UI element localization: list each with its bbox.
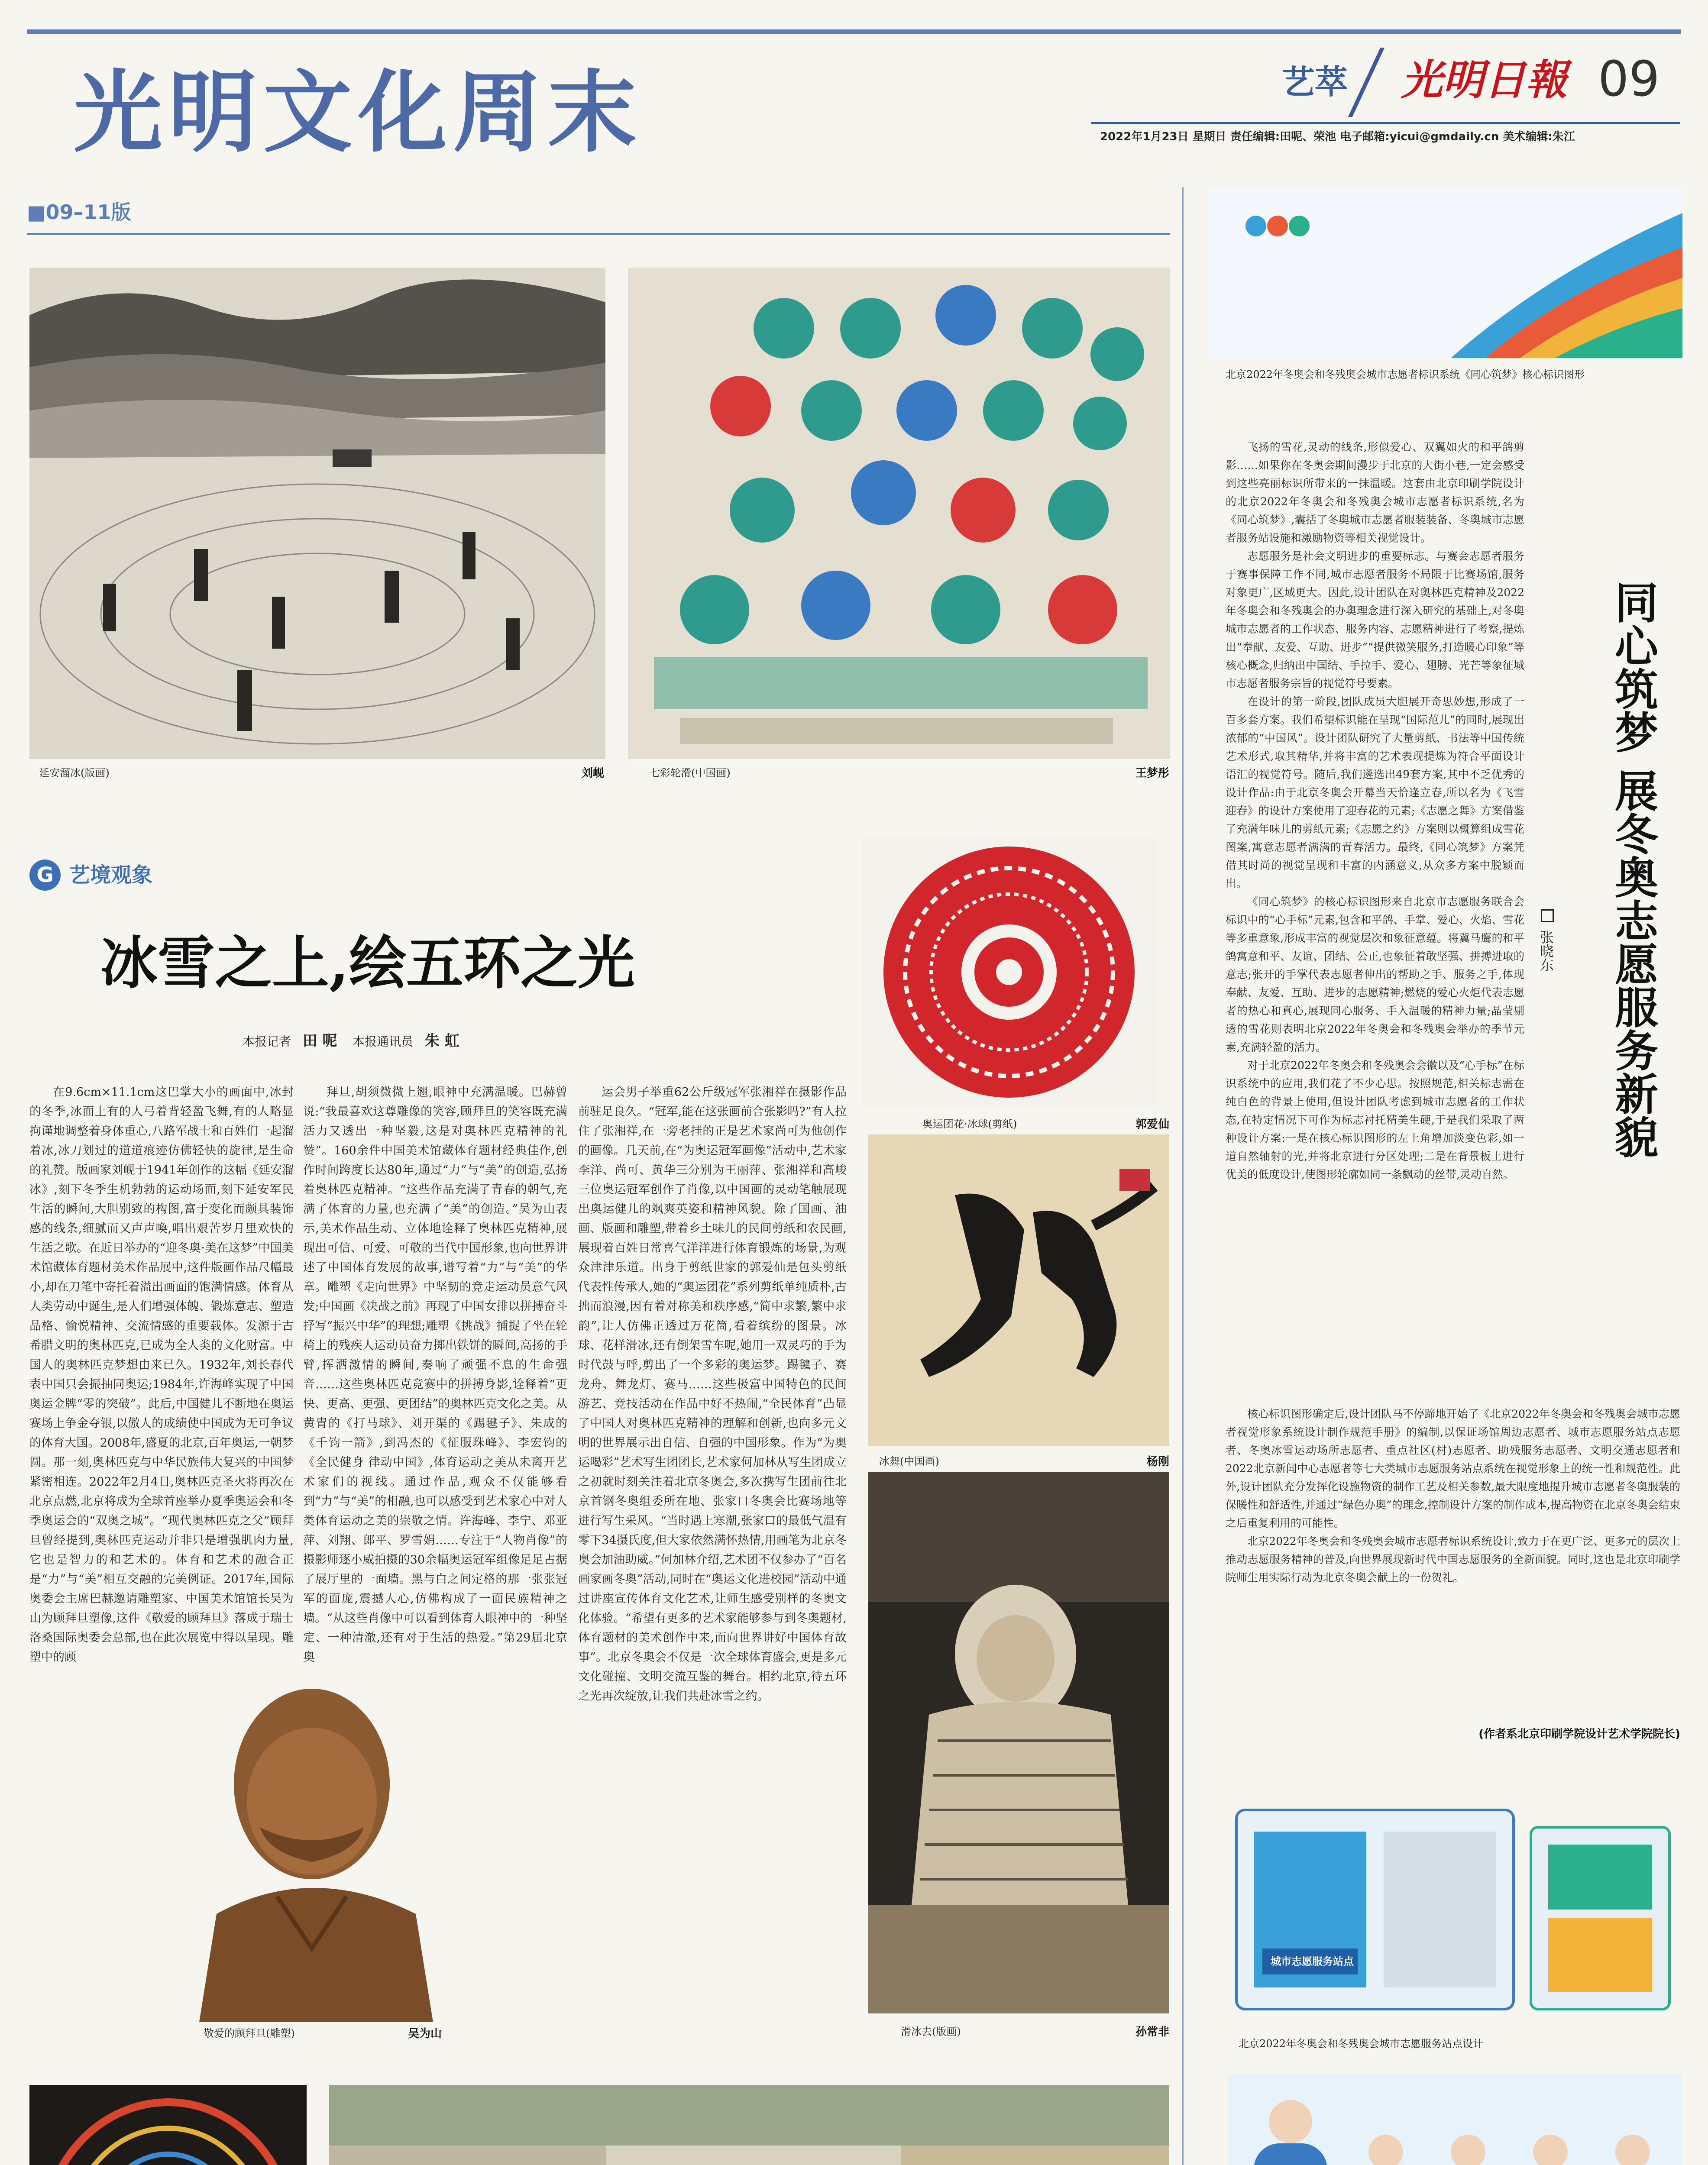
article-column-3 [578,1082,847,2035]
woodcut-skating-artwork [29,268,605,759]
side-caption-2: 北京2022年冬奥会和冬残奥会城市志愿服务站点设计 [1239,2038,1484,2050]
newspaper-logo: 光明日報 [1401,55,1567,104]
edition-label: ■09–11版 [27,200,131,224]
side-article-title: 同心筑梦 展冬奥志愿服务新貌 [1608,580,1659,1158]
byline [243,1032,459,1050]
caption-artist-3: 郭爱仙 [1135,1118,1169,1131]
page-number: 09 [1598,51,1660,107]
side-author-note: (作者系北京印刷学院设计艺术学院院长) [1478,1728,1680,1741]
side-paragraph-5: 对于北京2022年冬奥会和冬残奥会会徽以及“心手标”在标识系统中的应用,我们花了不少心思。按照规范,相关标志需在纯白色的背景上使用,但设计团队考虑到城市志愿者的工作状态,在特定情况下可作为标志衬托精美生硬,于是我们采取了两种设计方案:一是在核心标识图形的左上角增加淡变色彩,如一道自然轴射的光,并将北京进行分区处理;二是在背景板上进行优美的低度设计,使图形轮廓如同一条飘动的丝带,灵动自然。 [1226,1059,1524,1181]
masthead-top-rule [27,29,1681,34]
side-author-mark [1541,909,1554,922]
service-station-render [1228,1784,1682,2026]
folk-painting-scene [29,2085,307,2165]
masthead-rule [1091,122,1680,124]
masthead-slash [1348,48,1385,117]
papercut-artwork [862,838,1156,1106]
article-text-col1: 在9.6cm×11.1cm这巴掌大小的画面中,冰封的冬季,冰面上有的人弓着背轻盈飞舞,有的人略显拘谨地调整着身体重心,八路军战士和百姓们一起溜着冰,冰刀划过的道道痕迹仿佛轻快的旋律,是生命的礼赞。版画家刘岘于1941年创作的这幅《延安溜冰》,刻下冬季生机勃勃的运动场面,刻下延安军民生活的瞬间,大胆别致的构图,富于变化而颇具装饰感的线条,细腻而又声声喚,唱出艰苦岁月里欢快的生活之歌。在近日举办的“迎冬奥·美在这梦”中国美术馆藏体育题材美术作品展中,这件版画作品尺幅最小,却在刀笔中寄托着溢出画面的饱满情感。体育从人类劳动中诞生,是人们增强体魄、锻炼意志、塑造品格、愉悦精神、交流情感的重要载体。发源于古希腊文明的奥林匹克,已成为全人类的文化财富。中国人的奥林匹克梦想由来已久。1932年,刘长春代表中国只会振抽同奥运;1984年,许海峰实现了中国奥运金牌“零的突破”。此后,中国健儿不断地在奥运赛场上争金夺银,以傲人的成绩使中国成为无可争议的体育大国。2008年,盛夏的北京,百年奥运,一朝梦圆。那一刻,奥林匹克与中华民族伟大复兴的中国梦紧密相连。2022年2月4日,奥林匹克圣火将再次在北京点燃,北京将成为全球首座举办夏季奥运会和冬季奥运会的“双奥之城”。“现代奥林匹克之父”顾拜旦曾经提到,奥林匹克运动并非只是增强肌肉力量,它也是智力的和艺术的。体育和艺术的融合正是“力”与“美”相互交融的完美例证。2017年,国际奥委会主席巴赫邀请雕塑家、中国美术馆馆长吴为山为顾拜旦塑像,这件《敬爱的顾拜旦》落成于瑞士洛桑国际奥委会总部,也在此次展览中得以呈现。雕塑中的顾 [29,1086,294,1664]
side-paragraph-7: 北京2022年冬奥会和冬残奥会城市志愿者标识系统设计,致力于在更广泛、更多元的层次上推动志愿服务精神的普及,向世界展现新时代中国志愿服务的全新面貌。同时,这也是北京印刷学院师生用实际行动为北京冬奥会献上的一份贺礼。 [1226,1535,1680,1584]
article-text-col3: 运会男子举重62公斤级冠军张湘祥在摄影作品前驻足良久。“冠军,能在这张画前合张影吗?”有人拉住了张湘祥,在一旁老挂的正是艺术家尚可为他创作的画像。几天前,在“为奥运冠军画像”活动中,艺术家李洋、尚可、黄华三分别为王丽萍、张湘祥和高峻三位奥运冠军创作了肖像,以中国画的灵动笔触展现出奥运健儿的飒爽英姿和精神风貌。除了国画、油画、版画和雕塑,带着乡土味儿的民间剪纸和农民画,展现着百姓日常喜气洋洋进行体育锻炼的场景,为观众津津乐道。出身于剪纸世家的郭爱仙是包头剪纸代表性传承人,她的“奥运团花”系列剪纸单纯质朴,古拙而浪漫,因有着对称美和秩序感,“简中求繁,繁中求韵”,让人仿佛正透过万花筒,看着缤纷的图景。冰球、花样滑冰,还有倒架雪车呢,她用一双灵巧的手为时代鼓与呼,剪出了一个多彩的奥运梦。踢毽子、赛龙舟、舞龙灯、赛马……这些极富中国特色的民间游艺、竞技活动在作品中好不热闹,“全民体育”凸显了中国人对奥林匹克精神的理解和创新,也向多元文明的世界展示出自信、自强的中国形象。作为“为奥运喝彩”艺术写生团团长,艺术家何加林从写生团成立之初就时刻关注着北京冬奥会,多次携写生团前往北京首钢冬奥组委所在地、张家口冬奥会比赛场地等进行写生采风。“当时遇上寒潮,张家口的最低气温有零下34摄氏度,但大家依然满怀热情,用画笔为北京冬奥会加油助威。”何加林介绍,艺术团不仅参办了“百名画家画冬奥”活动,同时在“奥运文化进校园”活动中通过讲座宣传体育文化艺术,让师生感受别样的冬奥文化体验。“希望有更多的艺术家能够参与到冬奥题材,体育题材的美术创作中来,而向世界讲好中国体育故事”。北京冬奥会不仅是一次全球体育盛会,更是多元文化碰撞、文明交流互鉴的舞台。相约北京,待五环之光再次绽放,让我们共赴冰雪之约。 [578,1086,847,1703]
caption-title-3: 奥运团花·冰球(剪纸) [922,1118,1017,1130]
column-label: 艺境观象 [69,863,153,887]
kiosk-graphic [1228,1784,1682,2026]
side-paragraph-3: 在设计的第一阶段,团队成员大胆展开奇思妙想,形成了一百多套方案。我们希望标识能在呈现“国际范儿”的同时,展现出浓郁的“中国风”。设计团队研究了大量剪纸、书法等中国传统艺术形式,取其精华,并将丰富的艺术表现提炼为符合平面设计语汇的视觉符号。随后,我们遴选出49套方案,其中不乏优秀的设计作品:由于北京冬奥会开幕当天恰逢立春,所以名为《飞雪迎春》的设计方案使用了迎春花的元素;《志愿之舞》方案借鉴了充满年味儿的剪纸元素;《志愿之约》方案则以概算组成雪花图案,寓意志愿者满满的青春活力。最终,《同心筑梦》方案凭借其时尚的视觉呈现和丰富的内涵意义,从众多方案中脱颖而出。 [1226,695,1524,890]
masthead-title: 光明文化周末 [74,61,643,165]
byline-prefix-2: 本报通讯员 [353,1034,414,1049]
side-paragraph-2: 志愿服务是社会文明进步的重要标志。与赛会志愿者服务于赛事保障工作不同,城市志愿者服务不局限于比赛场馆,服务对象更广,区域更大。因此,设计团队在对奥林匹克精神及2022年冬奥会和冬残奥会的办奥理念进行深入研究的基础上,对冬奥城市志愿者的工作状态、服务内容、志愿精神进行了考察,提炼出“奉献、友爱、互助、进步”“提供微笑服务,打造暖心印象”等核心概念,归纳出中国结、手拉手、爱心、翅膀、光芒等象征城市志愿者服务宗旨的视觉符号要素。 [1226,550,1524,690]
side-article-body [1226,438,1524,1404]
papercut-rosette [862,838,1156,1106]
ice-dance-painting [868,1134,1169,1446]
column-logo-icon: G [29,860,61,891]
caption-artist-4: 杨刚 [1146,1455,1169,1468]
going-skating-scene [868,1472,1169,2013]
caption-artist-5: 吴为山 [408,2027,442,2040]
byline-prefix-1: 本报记者 [243,1034,291,1049]
byline-author-1: 田 呢 [302,1032,337,1050]
article-headline: 冰雪之上,绘五环之光 [100,930,635,997]
kiosk-sign-text: 城市志愿服务站点 [1271,1955,1354,1968]
edition-rule [27,233,1170,235]
fitness-china-painting [329,2085,1169,2165]
caption-title-1: 延安溜冰(版画) [39,767,110,779]
side-top-caption: 北京2022年冬奥会和冬残奥会城市志愿者标识系统《同心筑梦》核心标识图形 [1226,368,1585,381]
caption-artist-2: 王梦彤 [1135,767,1169,780]
side-article-body-wide [1226,1405,1680,1704]
uniform-graphic [1228,2074,1682,2165]
article-text-col2: 拜旦,胡须微微上翘,眼神中充满温暖。巴赫曾说:“我最喜欢这尊雕像的笑容,顾拜旦的笑容既充满活力又透出一种坚毅,这是对奥林匹克精神的礼赞”。160余件中国美术馆藏体育题材经典佳作,创作时间跨度长达80年,通过“力”与“美”的创造,弘扬着奥林匹克精神。“这些作品充满了青春的朝气,充满了体育的力量,也充满了“美”的创造。”吴为山表示,美术作品生动、立体地诠释了奥林匹克精神,展现出可信、可爱、可敬的当代中国形象,也向世界讲述了中国体育发展的故事,谱写着“力”与“美”的华章。雕塑《走向世界》中坚韧的竞走运动员意气风发;中国画《决战之前》再现了中国女排以拼搏奋斗抒写“振兴中华”的理想;雕塑《挑战》捕捉了坐在轮椅上的残疾人运动员奋力掷出铁饼的瞬间,高扬的手臂,挥洒激情的瞬间,奏响了顽强不息的生命强音……这些奥林匹克竞赛中的拼搏身影,诠释着“更快、更高、更强、更团结”的奥林匹克文化之美。从黄胄的《打马球》、刘开渠的《踢毽子》、朱成的《千钧一箭》,到冯杰的《征服珠峰》、李宏钧的《全民健身 律动中国》,体育运动之美从未离开艺术家们的视线。通过作品,观众不仅能够看到“力”与“美”的相融,也可以感受到艺术家心中对人类体育运动之美的崇敬之情。许海峰、李宁、邓亚萍、刘翔、郎平、罗雪娟……专注于“人物肖像”的摄影师逐小威拍摄的30余幅奥运冠军组像足足占据了展厅里的一面墙。黑与白之间定格的那一张张冠军的面庞,震撼人心,仿佛构成了一面民族精神之墙。“从这些肖像中可以看到体育人眼神中的一种坚定、一种清澈,还有对于生活的热爱。”第29届北京奥 [303,1086,567,1664]
side-article-author: 张晓东 [1538,930,1554,972]
woodcut-scene [29,268,605,759]
side-paragraph-4: 《同心筑梦》的核心标识图形来自北京市志愿服务联合会标识中的“心手标”元素,包含和平鸽、手掌、爱心、火焰、雪花等多重意象,形成丰富的视觉层次和象征意蕴。将冀马鹰的和平鸽寓意和平、友谊、团结、公正,也象征着敢坚强、拼搏进取的意志;张开的手掌代表志愿者伸出的帮助之手、服务之手,体现奉献、友爱、互助、进步的志愿精神;燃烧的爱心火炬代表志愿者的热心和真心,展现同心服务、手入温暖的精神力量;晶莹剔透的雪花则表明北京2022年冬奥会和冬残奥会举办的季节元素,充满轻盈的活力。 [1226,895,1524,1053]
side-paragraph-1: 飞扬的雪花,灵动的线条,形似爱心、双翼如火的和平鸽剪影……如果你在冬奥会期间漫步于北京的大街小巷,一定会感受到这些亮丽标识所带来的一抹温暖。这套由北京印刷学院设计的北京2022年冬奥会和冬残奥会城市志愿者标识系统,名为《同心筑梦》,囊括了冬奥城市志愿者服装装备、冬奥城市志愿者服务站设施和激励物资等相关视觉设计。 [1226,441,1524,544]
caption-artist-1: 刘岘 [581,767,604,780]
folk-painting-sports-meet [29,2085,307,2165]
caption-title-5: 敬爱的顾拜旦(雕塑) [204,2027,295,2039]
logo-banner-graphic [1208,187,1682,358]
masthead-meta: 2022年1月23日 星期日 责任编辑:田呢、荣池 电子邮箱:yicui@gmdaily.cn 美术编辑:朱江 [1100,130,1575,143]
side-paragraph-6: 核心标识图形确定后,设计团队马不停蹄地开始了《北京2022年冬奥会和冬残奥会城市志愿者视觉形象系统设计制作规范手册》的编制,以保证场馆周边志愿者、城市志愿服务站点志愿者、冬奥冰雪运动场所志愿者、重点社区(村)志愿者、助残服务志愿者、文明交通志愿者和2022北京新闻中心志愿者等七大类城市志愿服务站点系统在视觉形象上的统一性和规范性。此外,设计团队充分发挥化设施物资的制作工艺及相关参数,最大限度地提升城市志愿者冬奥服装的保暖性和舒适性,并通过“绿色办奥”的理念,控制设计方案的制作成本,提高物资在北京冬奥会结束之后重复利用的可能性。 [1226,1408,1680,1529]
article-column-2 [303,1082,567,1671]
column-divider [1182,187,1184,2165]
woodcut-going-skating-artwork [868,1472,1169,2013]
roller-skating-painting [628,268,1170,759]
caption-artist-6: 孙常非 [1135,2026,1169,2039]
section-label: 艺萃 [1282,63,1348,101]
caption-title-6: 滑冰去(版画) [901,2026,961,2038]
fitness-painting-scene [329,2085,1169,2165]
volunteer-logo-banner [1208,187,1682,358]
caption-title-2: 七彩轮滑(中国画) [650,767,731,779]
ice-dance-scene [868,1134,1169,1446]
caption-title-4: 冰舞(中国画) [879,1455,939,1467]
painting-scene [628,268,1170,759]
byline-author-2: 朱 虹 [424,1032,459,1050]
volunteer-uniform-render [1228,2074,1682,2165]
article-column-1 [29,1082,294,2035]
